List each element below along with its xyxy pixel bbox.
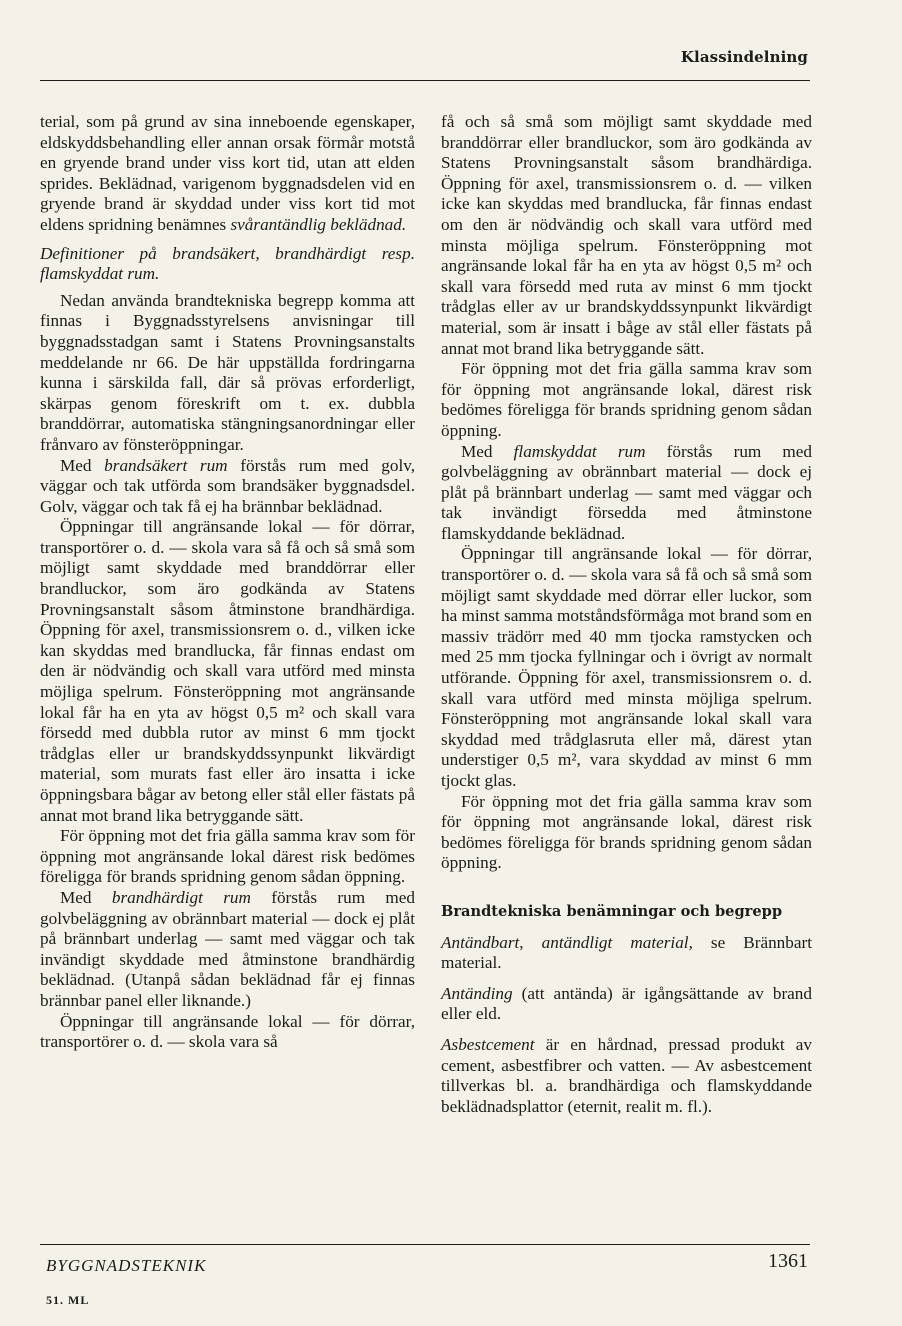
paragraph: Öppningar till angränsande lokal — för dörrar, transportörer o. d. — skola vara så — [40, 1011, 415, 1052]
defined-term: brandhärdigt rum — [111, 887, 251, 907]
paragraph: Öppningar till angränsande lokal — för dörrar, transportörer o. d. — skola vara så få och så små som möjligt samt skyddade med dörrar eller luckor, som ha minst samma motståndsförmåga mot brand som en massiv trädörr med 40 mm tjocka ramstycken och med 25 mm tjocka fyllningar och i övrigt av normalt utförande. Öppning för axel, transmissionsrem o. d. skall vara utförd med minsta möjliga spelrum. Fönsteröppning mot angränsande lokal skall vara skyddad med trådglasruta eller må, därest ytan understiger 0,5 m², vara skyddad av minst 6 mm tjockt glas. — [441, 544, 812, 790]
paragraph-text: Med — [461, 441, 493, 461]
running-header: Klassindelning — [680, 48, 808, 66]
subheading: Definitioner på brandsäkert, brandhärdigt resp. flamskyddat rum. — [40, 243, 415, 284]
paragraph-text: förstås rum med golv, väggar och tak utförda som brandsäker byggnadsdel. Golv, väggar och tak få ej ha brännbar beklädnad. — [40, 455, 416, 516]
defined-term: flamskyddat rum — [513, 441, 646, 461]
definition — [441, 984, 812, 1025]
paragraph — [40, 888, 415, 1012]
right-column — [441, 112, 812, 1117]
definition-text: se Brännbart material. — [441, 932, 812, 973]
defined-term: Antänding — [441, 983, 513, 1003]
journal-name: BYGGNADSTEKNIK — [46, 1256, 207, 1275]
defined-term: brandsäkert rum — [104, 455, 228, 475]
defined-term: Antändbart, antändligt material, — [441, 932, 693, 952]
paragraph: Nedan använda brandtekniska begrepp komma att finnas i Byggnadsstyrelsens anvisningar till byggnadsstadgan samt i Statens Provningsanstalts meddelande nr 66. De här uppställda fordringarna kunna i särskilda fall, där så prövas erforderligt, skärpas genom föreskrift om t. ex. dubbla branddörrar, automatiska stängningsanordningar eller frånvaro av fönsteröppningar. — [40, 290, 415, 454]
paragraph-text: Med — [60, 455, 92, 475]
paragraph-text: förstås rum med golvbeläggning av obrännbart material — dock ej plåt på brännbart underlag — samt med väggar och tak invändigt försedda med åtminstone flamskyddande beklädnad. — [441, 441, 812, 543]
definition-text: är en hårdnad, pressad produkt av cement, asbestfibrer och vatten. — Av asbestcement tillverkas bl. a. brandhärdiga och flamskyddande beklädnadsplattor (eternit, realit m. fl.). — [441, 1034, 813, 1116]
paragraph: För öppning mot det fria gälla samma krav som för öppning mot angränsande lokal, därest risk bedömes föreligga för brands spridning genom sådan öppning. — [441, 791, 812, 873]
definition-text: (att antända) är igångsättande av brand eller eld. — [441, 983, 812, 1024]
paragraph-text: Med — [60, 887, 92, 907]
definition — [441, 933, 812, 974]
left-column — [40, 112, 415, 1053]
header-rule — [40, 80, 810, 81]
paragraph: För öppning mot det fria gälla samma krav som för öppning mot angränsande lokal, därest risk bedömes föreligga för brands spridning genom sådan öppning. — [441, 359, 812, 440]
print-code: 51. ML — [46, 1293, 90, 1307]
paragraph — [40, 112, 415, 236]
paragraph: Öppningar till angränsande lokal — för dörrar, transportörer o. d. — skola vara så få och så små som möjligt samt skyddade med branddörrar eller brandluckor, som äro godkända av Statens Provningsanstalt såsom åtminstone brandhärdiga. Öppning för axel, transmissionsrem o. d., vilken icke kan skyddas med brandlucka, får finnas endast om den är nödvändig och skall vara utförd med minsta möjliga spelrum. Fönsteröppning mot angränsande lokal får ha en yta av högst 0,5 m² och skall vara försedd med dubbla rutor av minst 6 mm tjockt trådglas eller ur brandskyddssynpunkt likvärdigt material, som murats fast eller äro insatta i icke öppningsbara bågar av betong eller stål eller fästats på annat mot brand lika betryggande sätt. — [40, 517, 415, 825]
paragraph — [441, 442, 812, 545]
definition — [441, 1035, 812, 1117]
defined-term: svårantändlig beklädnad. — [230, 214, 407, 234]
paragraph — [40, 456, 415, 518]
paragraph: få och så små som möjligt samt skyddade med branddörrar eller brandluckor, som äro godkända av Statens Provningsanstalt såsom brandhärdiga. Öppning för axel, transmissionsrem o. d. — vilken icke kan skyddas med brandlucka, får finnas endast om den är nödvändig och skall vara utförd med minsta möjliga spelrum. Fönsteröppning mot angränsande lokal får ha en yta av högst 0,5 m² och skall vara försedd med ruta av minst 6 mm tjockt trådglas eller av ur brandskyddssynpunkt likvärdigt material, som är insatt i båge av stål eller fästats på annat mot brand lika betryggande sätt. — [441, 112, 812, 358]
section-heading: Brandtekniska benämningar och begrepp — [441, 902, 783, 920]
paragraph: För öppning mot det fria gälla samma krav som för öppning mot angränsande lokal därest risk bedömes föreligga för brands spridning genom sådan öppning. — [40, 826, 415, 887]
footer-rule — [40, 1244, 810, 1245]
page-number: 1361 — [768, 1250, 808, 1272]
paragraph-text: terial, som på grund av sina inneboende egenskaper, eldskyddsbehandling eller annan orsak förmår motstå en gryende brand under viss kort tid, utan att elden sprides. Beklädnad, varigenom byggnadsdelen vid en gryende brand är skyddad under viss kort tid mot eldens spridning benämnes — [40, 112, 415, 234]
paragraph-text: förstås rum med golvbeläggning av obrännbart material — dock ej plåt på brännbart underlag — samt med väggar och tak invändigt skyddade med åtminstone brandhärdig beklädnad. (Utanpå sådan beklädnad får ej finnas brännbar panel eller liknande.) — [40, 887, 415, 1010]
defined-term: Asbestcement — [441, 1034, 535, 1054]
